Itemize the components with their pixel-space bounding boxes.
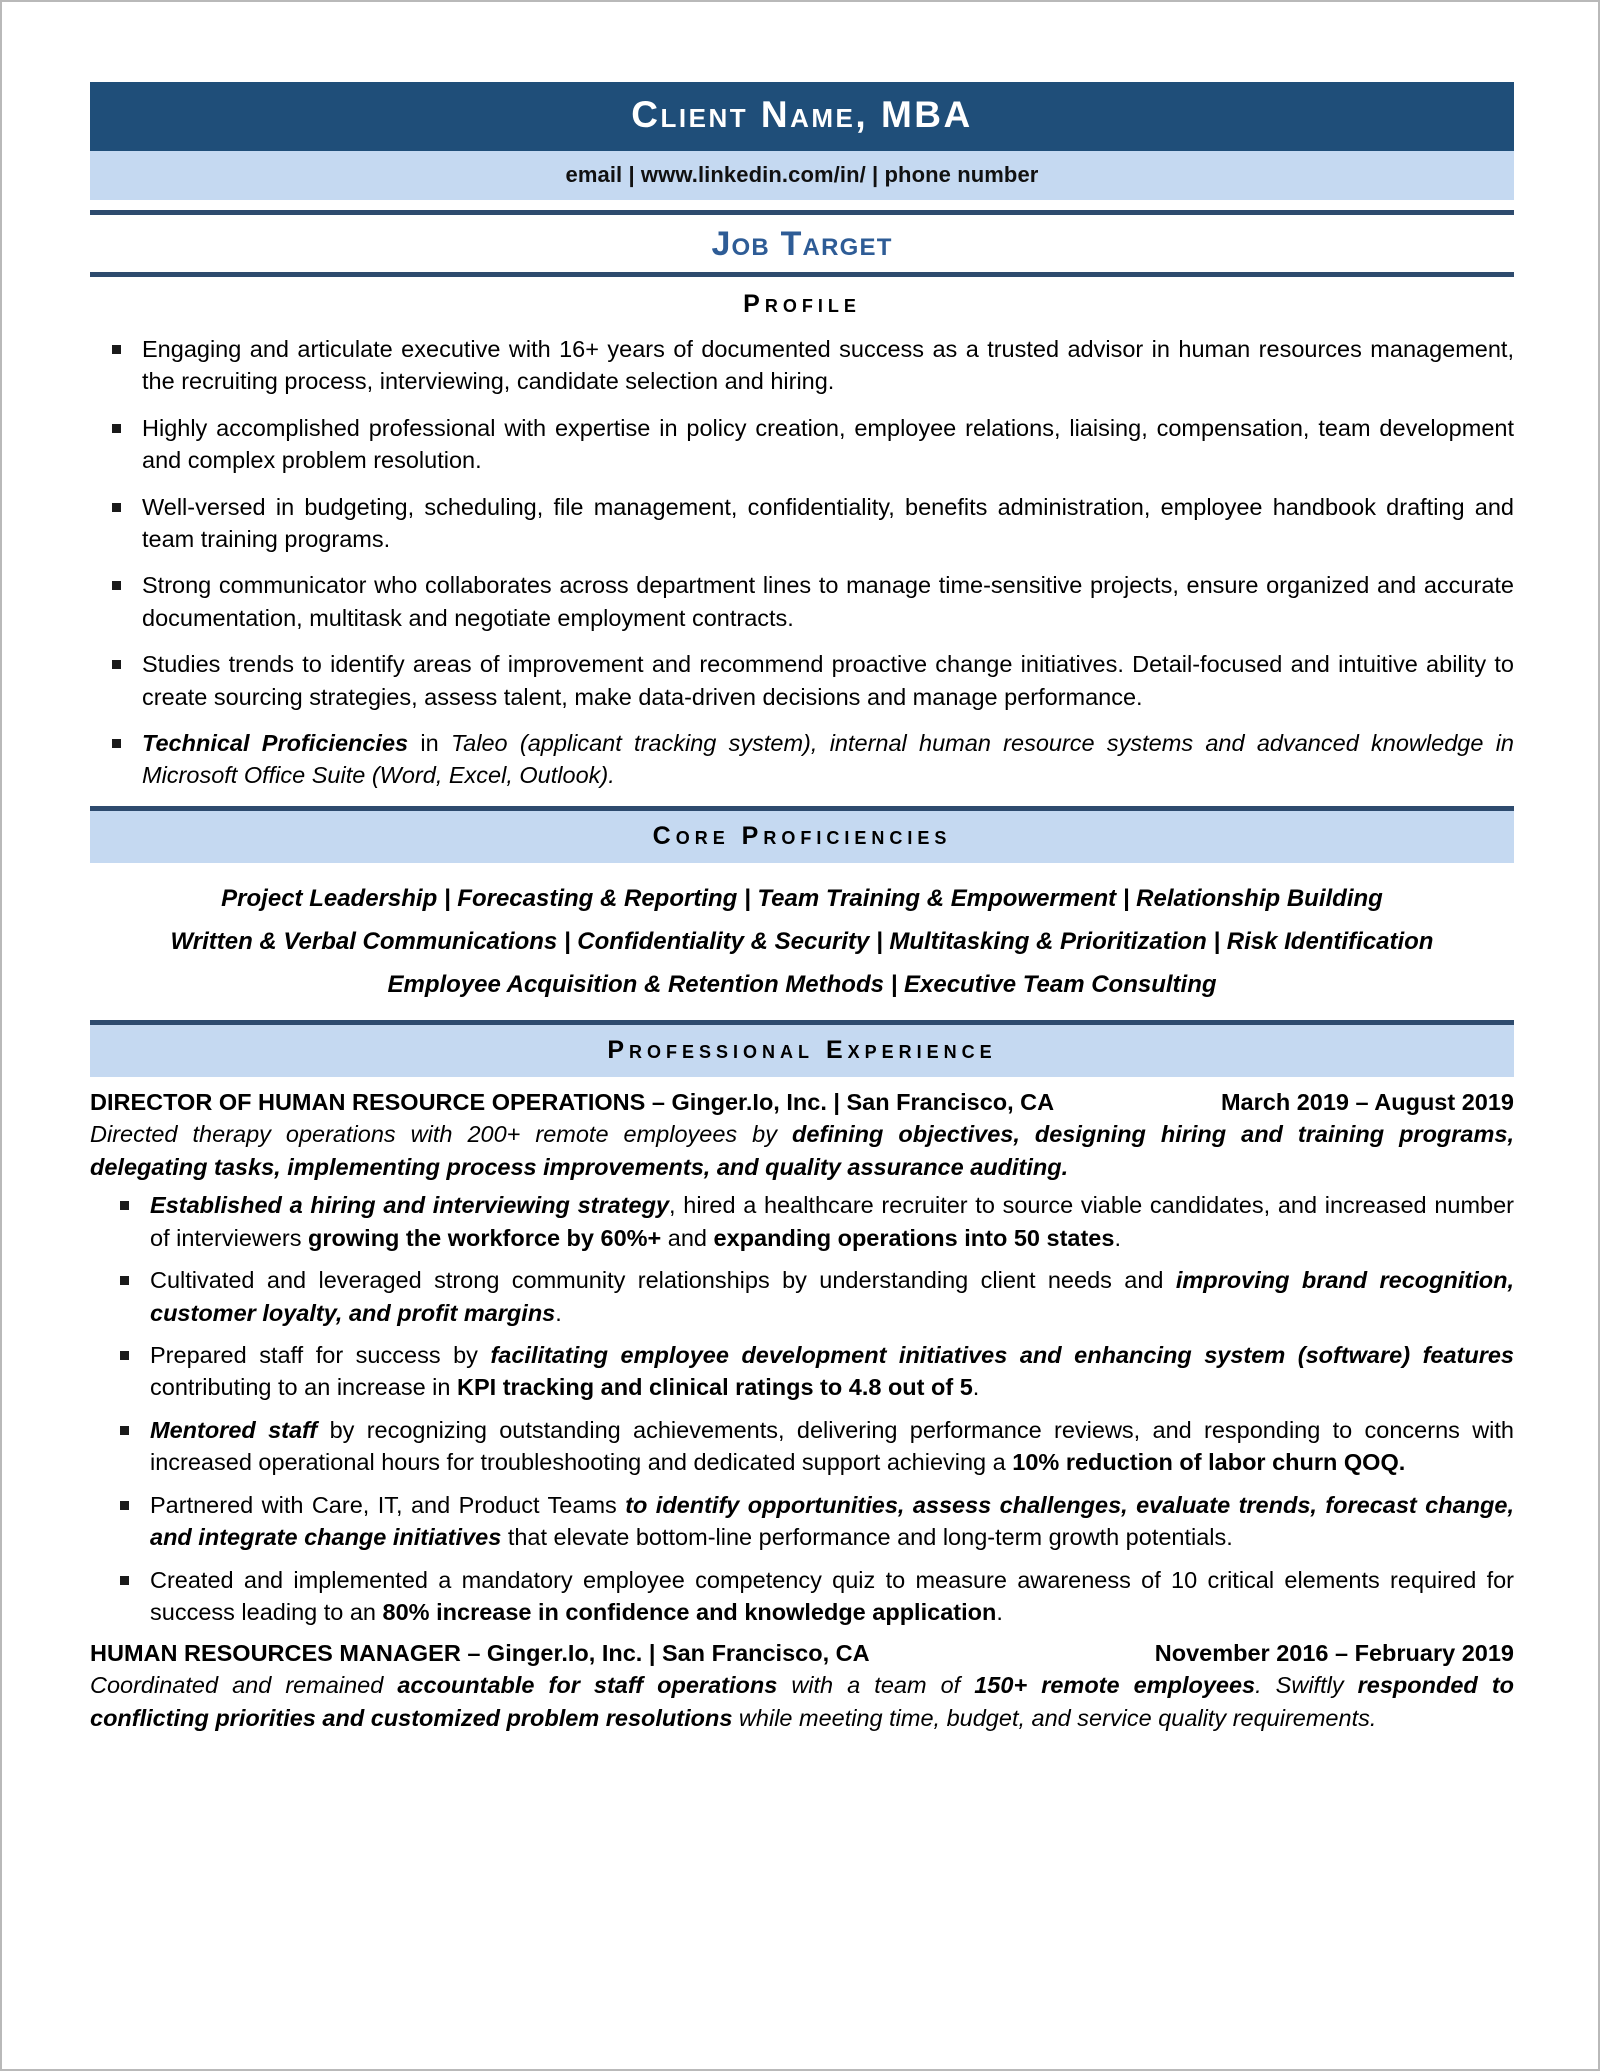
profile-bullet: [90, 412, 1514, 477]
job-bullet: [90, 1189, 1514, 1254]
experience-job-list: [90, 1089, 1514, 1734]
job-header: [90, 1089, 1514, 1116]
text-run: that elevate bottom-line performance and long-term growth potentials.: [501, 1524, 1233, 1551]
text-run: in: [408, 730, 451, 757]
core-proficiencies-list: [90, 877, 1514, 1007]
job-bullet: [90, 1339, 1514, 1404]
professional-experience-heading: Professional Experience: [90, 1020, 1514, 1077]
text-run: accountable for staff operations: [397, 1672, 778, 1699]
text-run: Taleo (applicant tracking system), internal human resource systems and advanced knowledge in Microsoft Office Suite (Word, Excel, Outlook).: [142, 730, 1514, 789]
text-run: Strong communicator who collaborates across department lines to manage time-sensitive projects, ensure organized and accurate documentation, multitask and negotiate employment contracts.: [142, 572, 1514, 631]
text-run: and: [661, 1224, 714, 1251]
job-summary: [90, 1118, 1514, 1183]
contact-line: email | www.linkedin.com/in/ | phone number: [90, 151, 1514, 200]
profile-bullet-list: [90, 333, 1514, 792]
job-summary: [90, 1669, 1514, 1734]
text-run: Studies trends to identify areas of improvement and recommend proactive change initiatives. Detail-focused and intuitive ability to create sourcing strategies, assess talent, make data-driven decisions and manage performance.: [142, 651, 1514, 710]
text-run: 10% reduction of labor churn QOQ.: [1012, 1449, 1406, 1476]
text-run: facilitating employee development initiatives and enhancing system (software) features: [490, 1342, 1514, 1368]
profile-section-heading: Profile: [743, 289, 861, 318]
text-run: Mentored staff: [150, 1416, 318, 1443]
text-run: while meeting time, budget, and service quality requirements.: [732, 1704, 1377, 1731]
text-run: Coordinated and remained: [90, 1672, 398, 1699]
text-run: .: [996, 1598, 1003, 1625]
job-bullet: [90, 1564, 1514, 1629]
profile-bullet: [90, 569, 1514, 634]
core-proficiency-line: Project Leadership | Forecasting & Reporting | Team Training & Empowerment | Relationship Building: [221, 884, 1383, 912]
core-proficiency-line: Written & Verbal Communications | Confidentiality & Security | Multitasking & Prioritization | Risk Identification: [170, 928, 1434, 956]
text-run: growing the workforce by 60%+: [308, 1224, 662, 1251]
job-dates: November 2016 – February 2019: [1154, 1640, 1514, 1667]
profile-bullet: [90, 333, 1514, 398]
job-bullet: [90, 1414, 1514, 1479]
experience-job: [90, 1640, 1514, 1734]
text-run: responded to conflicting priorities and customized problem resolutions: [90, 1672, 1514, 1731]
text-run: . Swiftly: [1255, 1672, 1358, 1699]
text-run: 80% increase in confidence and knowledge application: [382, 1598, 997, 1625]
job-dates: March 2019 – August 2019: [1220, 1089, 1514, 1116]
profile-bullet: [90, 648, 1514, 713]
profile-bullet: [90, 491, 1514, 556]
text-run: .: [555, 1299, 562, 1326]
text-run: KPI tracking and clinical ratings to 4.8 out of 5: [457, 1374, 973, 1401]
text-run: Cultivated and leveraged strong community relationships by understanding client needs and: [150, 1267, 1176, 1294]
candidate-name: Client Name, MBA: [90, 82, 1514, 151]
text-run: defining objectives, designing hiring and training programs, delegating tasks, implementing process improvements, and quality assurance auditing.: [90, 1121, 1514, 1180]
text-run: Established a hiring and interviewing strategy: [150, 1192, 670, 1219]
core-proficiencies-section: [90, 806, 1514, 1007]
text-run: Created and implemented a mandatory employee competency quiz to measure awareness of 10 critical elements required for success leading to an: [150, 1566, 1514, 1625]
professional-experience-section: [90, 1020, 1514, 1734]
resume-body: [90, 82, 1514, 1740]
job-bullet: [90, 1489, 1514, 1554]
text-run: expanding operations into 50 states: [713, 1224, 1115, 1251]
text-run: , hired a healthcare recruiter to source viable candidates, and increased number of interviewers: [150, 1192, 1514, 1251]
text-run: Technical Proficiencies: [142, 730, 409, 757]
text-run: with a team of: [777, 1672, 975, 1699]
text-run: Engaging and articulate executive with 16+ years of documented success as a trusted advisor in human resources management, the recruiting process, interviewing, candidate selection and hiring.: [142, 335, 1514, 395]
text-run: by recognizing outstanding achievements, delivering performance reviews, and responding to concerns with increased operational hours for troubleshooting and dedicated support achieving a: [150, 1416, 1514, 1476]
job-title-company-location: HUMAN RESOURCES MANAGER – Ginger.Io, Inc. | San Francisco, CA: [90, 1640, 870, 1667]
text-run: improving brand recognition, customer loyalty, and profit margins: [150, 1267, 1514, 1326]
experience-job: [90, 1089, 1514, 1628]
text-run: .: [1114, 1224, 1121, 1251]
job-bullet: [90, 1264, 1514, 1329]
job-bullet-list: [90, 1189, 1514, 1628]
text-run: Highly accomplished professional with expertise in policy creation, employee relations, liaising, compensation, team development and complex problem resolution.: [142, 414, 1514, 474]
job-title-company-location: DIRECTOR OF HUMAN RESOURCE OPERATIONS – Ginger.Io, Inc. | San Francisco, CA: [90, 1089, 1055, 1116]
text-run: to identify opportunities, assess challenges, evaluate trends, forecast change, and integrate change initiatives: [150, 1491, 1514, 1551]
text-run: 150+ remote employees: [974, 1672, 1256, 1699]
text-run: Directed therapy operations with 200+ remote employees by: [90, 1121, 793, 1148]
text-run: .: [972, 1374, 980, 1401]
job-target-heading: Job Target: [711, 224, 893, 263]
profile-bullet: [90, 727, 1514, 792]
text-run: Partnered with Care, IT, and Product Teams: [150, 1491, 626, 1518]
core-proficiency-line: Employee Acquisition & Retention Methods | Executive Team Consulting: [387, 971, 1217, 999]
text-run: Prepared staff for success by: [150, 1342, 491, 1368]
job-header: [90, 1640, 1514, 1667]
text-run: Well-versed in budgeting, scheduling, file management, confidentiality, benefits administration, employee handbook drafting and team training programs.: [142, 493, 1514, 552]
core-proficiencies-heading: Core Proficiencies: [90, 806, 1514, 863]
text-run: contributing to an increase in: [150, 1374, 457, 1401]
